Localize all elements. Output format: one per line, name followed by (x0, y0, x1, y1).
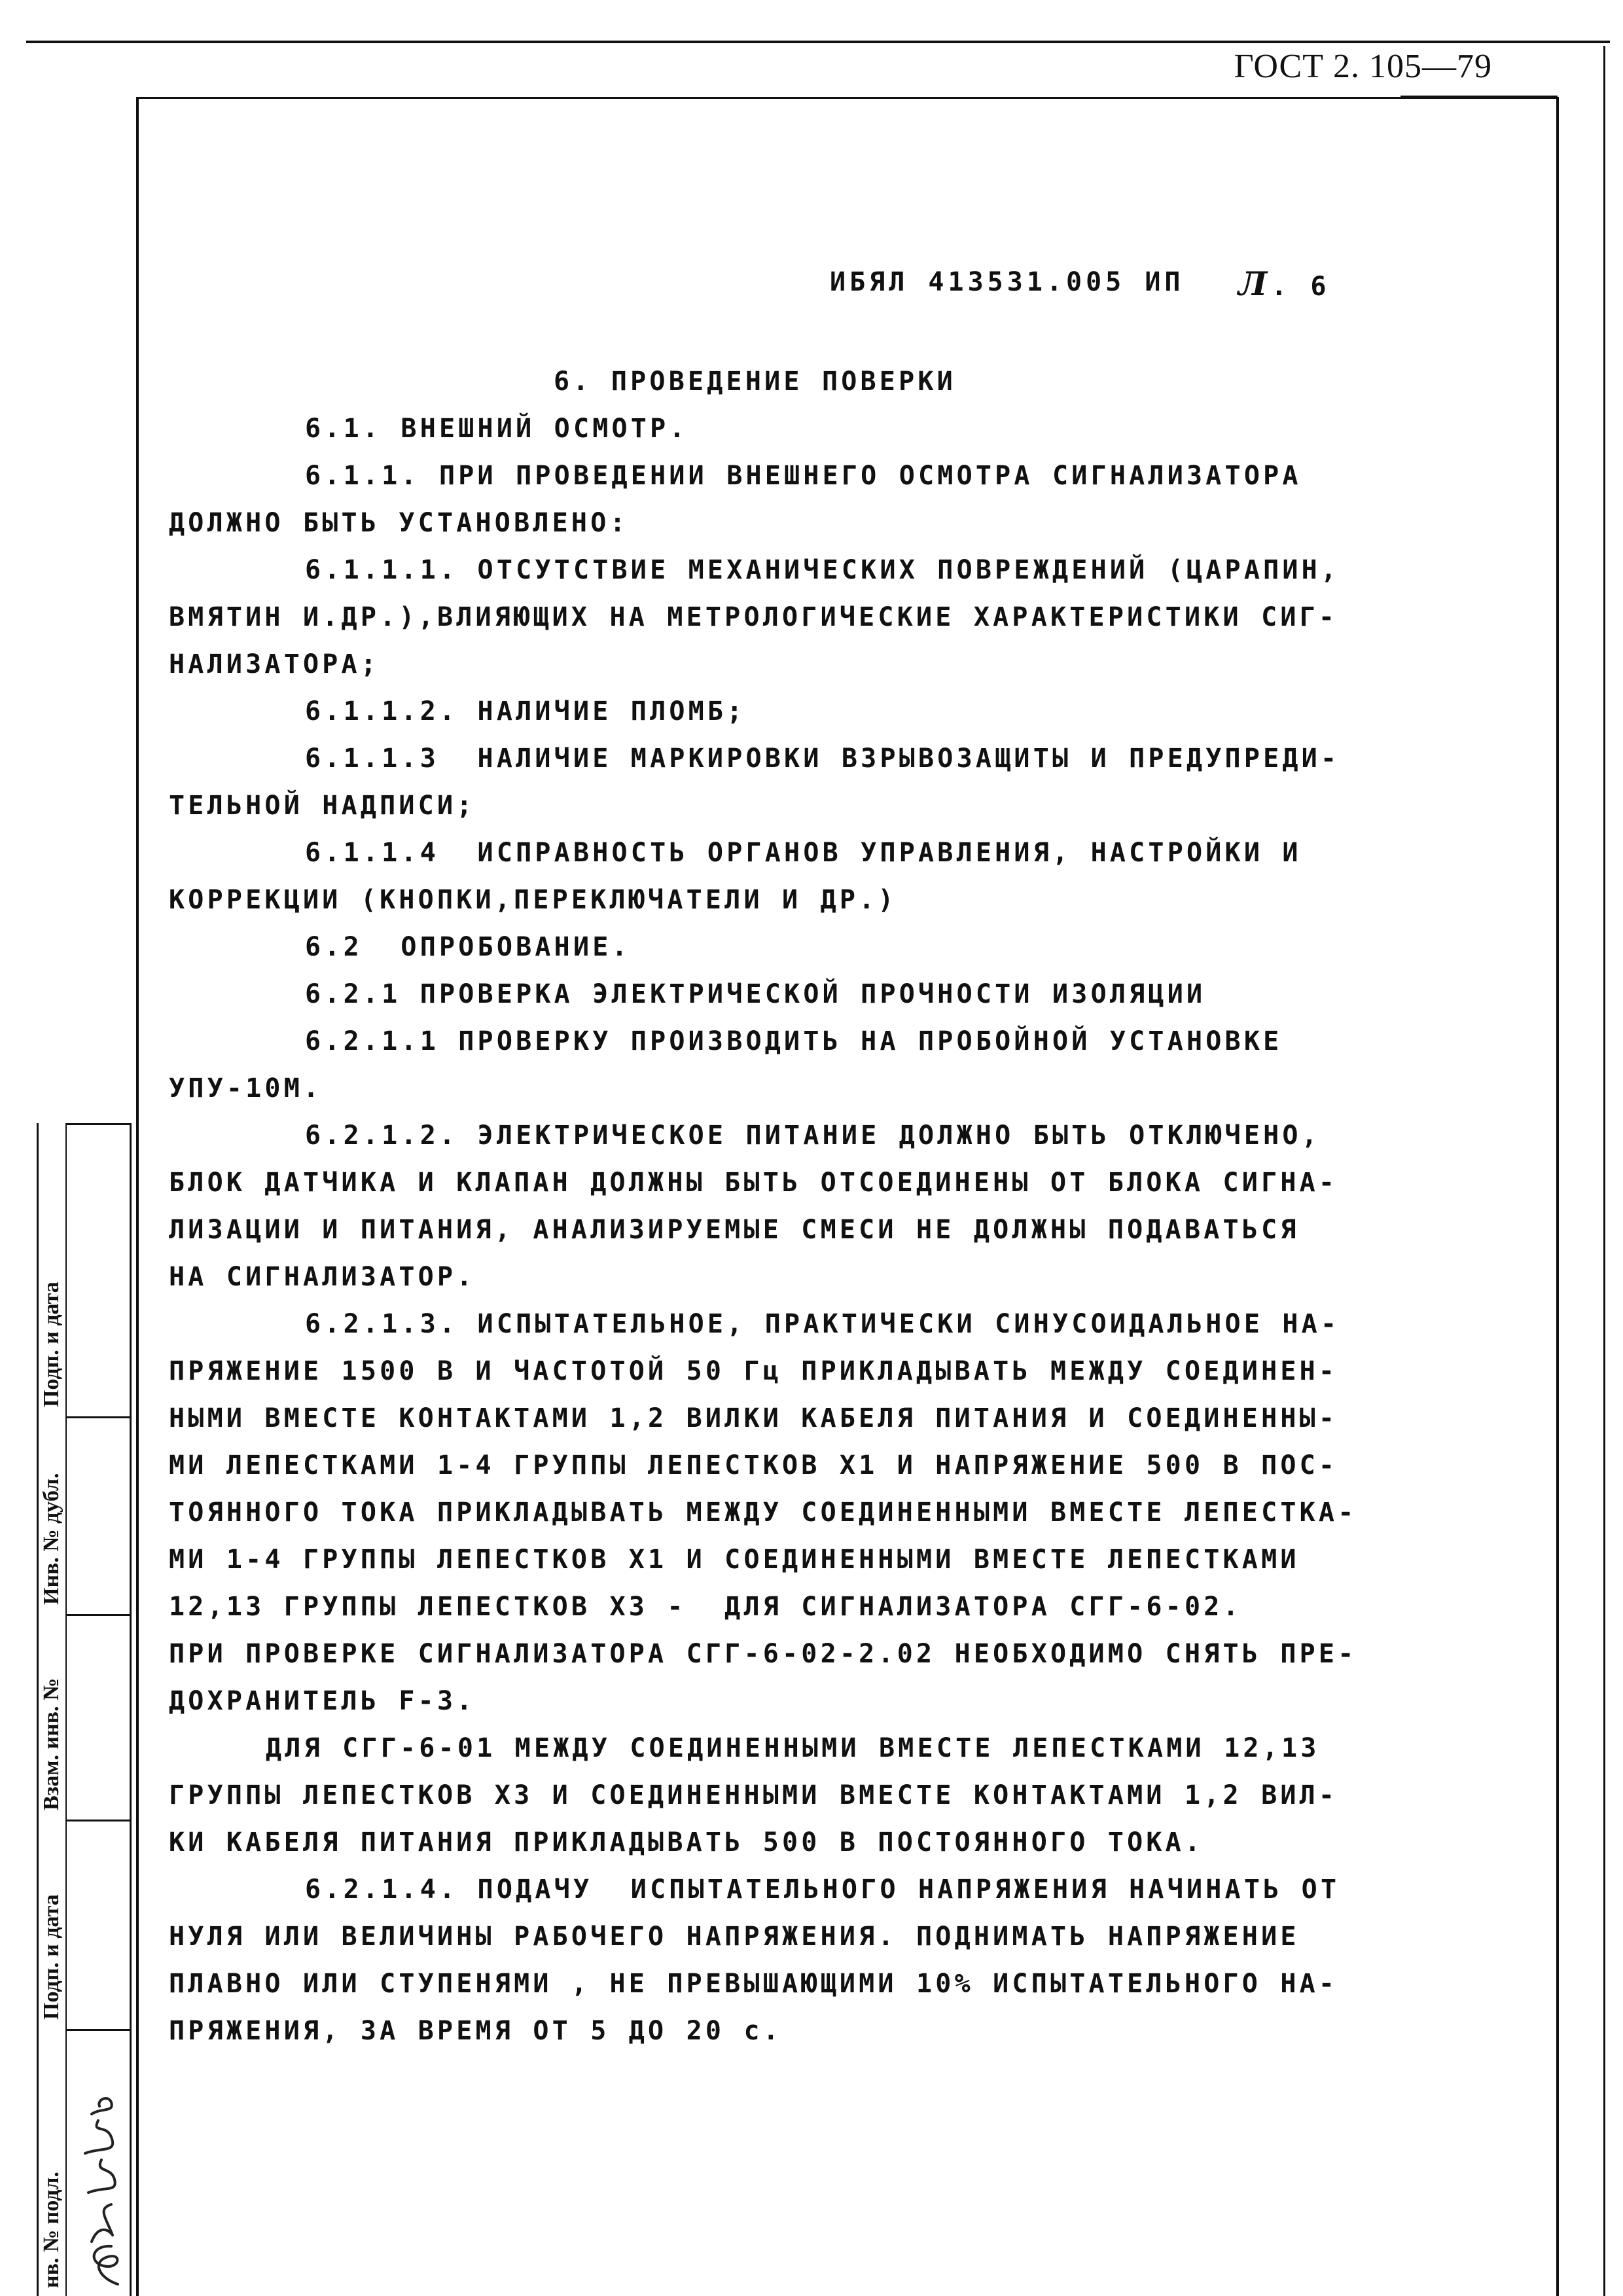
text-line: 6.1.1.4 ИСПРАВНОСТЬ ОРГАНОВ УПРАВЛЕНИЯ, НАСТРОЙКИ И (305, 838, 1302, 868)
text-line: ПЛАВНО ИЛИ СТУПЕНЯМИ , НЕ ПРЕВЫШАЮЩИМИ 10% ИСПЫТАТЕЛЬНОГО НА- (169, 1969, 1338, 1999)
text-line: 6.2.1.3. ИСПЫТАТЕЛЬНОЕ, ПРАКТИЧЕСКИ СИНУСОИДАЛЬНОЕ НА- (305, 1309, 1340, 1339)
text-line: 6.2.1.1 ПРОВЕРКУ ПРОИЗВОДИТЬ НА ПРОБОЙНОЙ УСТАНОВКЕ (305, 1026, 1283, 1056)
text-line: 6.2 ОПРОБОВАНИЕ. (305, 932, 631, 962)
text-line: 12,13 ГРУППЫ ЛЕПЕСТКОВ Х3 - ДЛЯ СИГНАЛИЗАТОРА СГГ-6-02. (169, 1592, 1242, 1622)
text-line: НА СИГНАЛИЗАТОР. (169, 1262, 476, 1292)
text-line: 6.1.1. ПРИ ПРОВЕДЕНИИ ВНЕШНЕГО ОСМОТРА СИГНАЛИЗАТОРА (305, 461, 1302, 491)
text-line: ДЛЯ СГГ-6-01 МЕЖДУ СОЕДИНЕННЫМИ ВМЕСТЕ ЛЕПЕСТКАМИ 12,13 (266, 1733, 1320, 1763)
text-line: ТЕЛЬНОЙ НАДПИСИ; (169, 791, 476, 821)
text-line: НЫМИ ВМЕСТЕ КОНТАКТАМИ 1,2 ВИЛКИ КАБЕЛЯ ПИТАНИЯ И СОЕДИНЕННЫ- (169, 1403, 1338, 1433)
side-divider (65, 1416, 131, 1418)
side-inner-rule (65, 1123, 67, 2296)
side-divider (65, 1614, 131, 1616)
side-divider (65, 1123, 131, 1125)
text-line: 6.1.1.2. НАЛИЧИЕ ПЛОМБ; (305, 696, 746, 726)
side-label-orig-inv: нв. № подл. (39, 2171, 63, 2288)
text-line: ПРИ ПРОВЕРКЕ СИГНАЛИЗАТОРА СГГ-6-02-2.02 НЕОБХОДИМО СНЯТЬ ПРЕ- (169, 1639, 1357, 1669)
text-line: БЛОК ДАТЧИКА И КЛАПАН ДОЛЖНЫ БЫТЬ ОТСОЕДИНЕНЫ ОТ БЛОКА СИГНА- (169, 1168, 1338, 1198)
sheet-prefix: Л (1238, 264, 1272, 303)
outer-right-rule (1603, 46, 1605, 2296)
text-line: 6.2.1.4. ПОДАЧУ ИСПЫТАТЕЛЬНОГО НАПРЯЖЕНИЯ НАЧИНАТЬ ОТ (305, 1874, 1340, 1905)
side-label-sign-date: Подп. и дата (39, 1282, 63, 1407)
text-line: УПУ-10М. (169, 1073, 323, 1103)
text-line: ДОХРАНИТЕЛЬ F-3. (169, 1686, 476, 1716)
text-line: КОРРЕКЦИИ (КНОПКИ,ПЕРЕКЛЮЧАТЕЛИ И ДР.) (169, 885, 897, 915)
text-line: ЛИЗАЦИИ И ПИТАНИЯ, АНАЛИЗИРУЕМЫЕ СМЕСИ НЕ ДОЛЖНЫ ПОДАВАТЬСЯ (169, 1215, 1300, 1245)
document-id: ИБЯЛ 413531.005 ИП (830, 267, 1185, 297)
text-line: 6.1. ВНЕШНИЙ ОСМОТР. (305, 414, 688, 444)
frame-left-rule (136, 97, 139, 2296)
sheet-number-value: . 6 (1271, 272, 1330, 302)
sheet-number (1238, 264, 1330, 303)
text-line: ВМЯТИН И.ДР.),ВЛИЯЮЩИХ НА МЕТРОЛОГИЧЕСКИЕ ХАРАКТЕРИСТИКИ СИГ- (169, 602, 1338, 632)
side-label-repl-inv: Взам. инв. № (39, 1677, 63, 1810)
text-line: МИ 1-4 ГРУППЫ ЛЕПЕСТКОВ Х1 И СОЕДИНЕННЫМИ ВМЕСТЕ ЛЕПЕСТКАМИ (169, 1545, 1300, 1575)
section-heading: 6. ПРОВЕДЕНИЕ ПОВЕРКИ (554, 367, 956, 397)
text-line: 6.1.1.1. ОТСУТСТВИЕ МЕХАНИЧЕСКИХ ПОВРЕЖДЕНИЙ (ЦАРАПИН, (305, 555, 1340, 585)
text-line: ГРУППЫ ЛЕПЕСТКОВ Х3 И СОЕДИНЕННЫМИ ВМЕСТЕ КОНТАКТАМИ 1,2 ВИЛ- (169, 1780, 1338, 1810)
standard-header: ГОСТ 2. 105—79 (1234, 48, 1492, 85)
text-line: МИ ЛЕПЕСТКАМИ 1-4 ГРУППЫ ЛЕПЕСТКОВ Х1 И НАПРЯЖЕНИЕ 500 В ПОС- (169, 1450, 1338, 1480)
side-divider (65, 1820, 131, 1821)
frame-right-rule (1556, 97, 1559, 2296)
text-line: НУЛЯ ИЛИ ВЕЛИЧИНЫ РАБОЧЕГО НАПРЯЖЕНИЯ. ПОДНИМАТЬ НАПРЯЖЕНИЕ (169, 1922, 1300, 1952)
side-column-left-rule (37, 1123, 39, 2296)
text-line: ТОЯННОГО ТОКА ПРИКЛАДЫВАТЬ МЕЖДУ СОЕДИНЕННЫМИ ВМЕСТЕ ЛЕПЕСТКА- (169, 1498, 1357, 1528)
text-line: ПРЯЖЕНИЕ 1500 В И ЧАСТОТОЙ 50 Гц ПРИКЛАДЫВАТЬ МЕЖДУ СОЕДИНЕН- (169, 1356, 1338, 1386)
text-line: НАЛИЗАТОРА; (169, 649, 380, 679)
handwritten-inventory-number (72, 2094, 131, 2291)
frame-top-rule (136, 97, 1559, 99)
side-label-dup-inv: Инв. № дубл. (39, 1473, 63, 1605)
top-rule (26, 41, 1610, 43)
text-line: КИ КАБЕЛЯ ПИТАНИЯ ПРИКЛАДЫВАТЬ 500 В ПОСТОЯННОГО ТОКА. (169, 1827, 1204, 1857)
text-line: ПРЯЖЕНИЯ, ЗА ВРЕМЯ ОТ 5 ДО 20 с. (169, 2016, 783, 2046)
text-line: 6.1.1.3 НАЛИЧИЕ МАРКИРОВКИ ВЗРЫВОЗАЩИТЫ И ПРЕДУПРЕДИ- (305, 744, 1340, 774)
text-line: 6.2.1.2. ЭЛЕКТРИЧЕСКОЕ ПИТАНИЕ ДОЛЖНО БЫТЬ ОТКЛЮЧЕНО, (305, 1121, 1321, 1151)
text-line: 6.2.1 ПРОВЕРКА ЭЛЕКТРИЧЕСКОЙ ПРОЧНОСТИ ИЗОЛЯЦИИ (305, 979, 1206, 1009)
side-divider (65, 2029, 131, 2031)
text-line: ДОЛЖНО БЫТЬ УСТАНОВЛЕНО: (169, 508, 629, 538)
side-label-sign-date-2: Подп. и дата (39, 1894, 63, 2020)
